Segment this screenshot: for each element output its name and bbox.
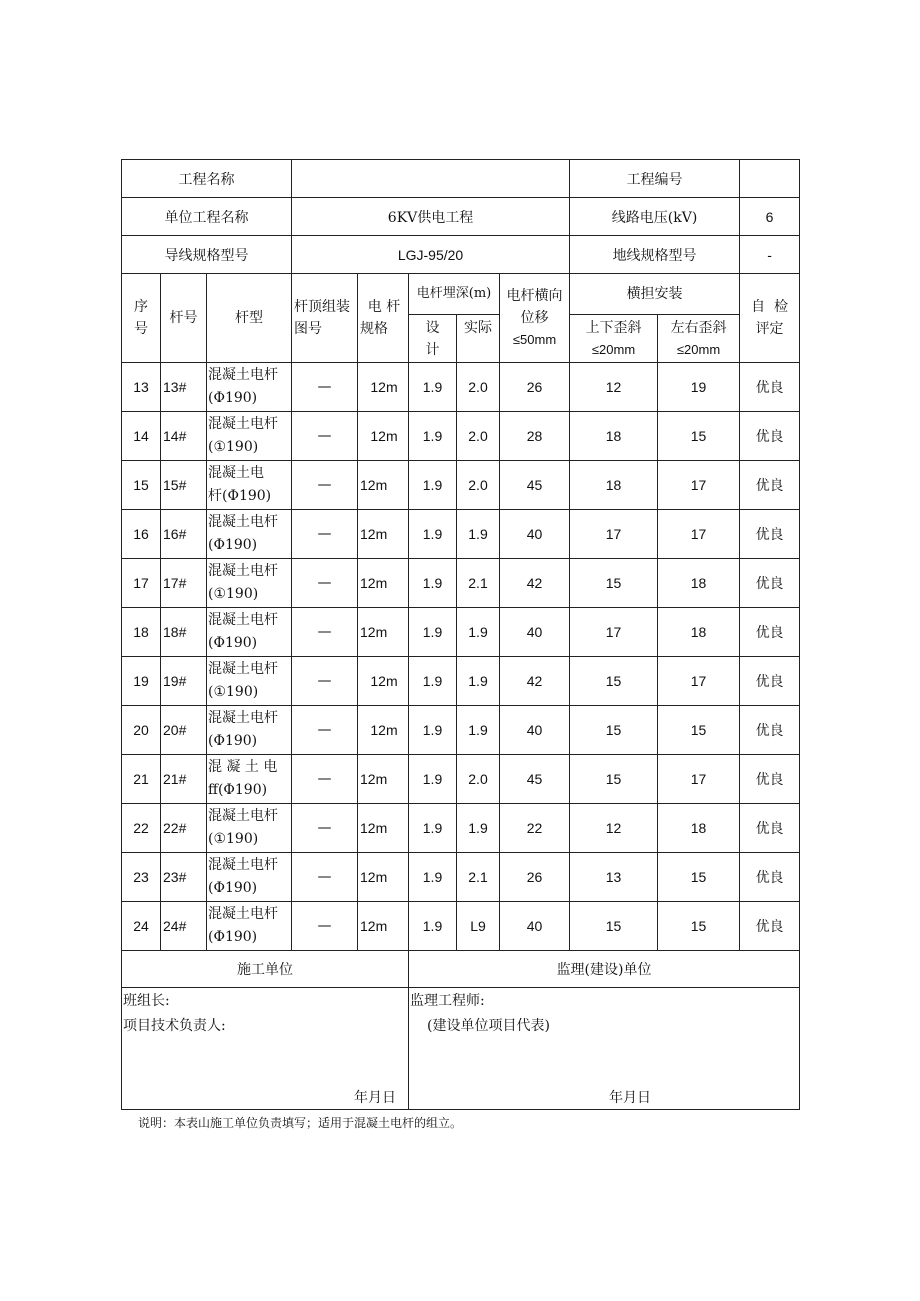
header-updown-line2: ≤20mm (591, 341, 636, 357)
row-leftright: 18 (658, 559, 740, 608)
row-pole-type-line1: 混凝土电 (208, 465, 264, 481)
row-pole-type-line2: 杆(Φ190) (208, 488, 272, 504)
row-pole-type-line1: 混凝土电杆 (208, 661, 278, 677)
row-pole-no: 22# (161, 804, 207, 853)
row-pole-spec: 12m (358, 363, 409, 412)
pole-erection-table (121, 159, 800, 1110)
row-seq: 19 (122, 657, 161, 706)
row-updown: 18 (570, 412, 658, 461)
row-depth-actual: 2.0 (457, 461, 500, 510)
row-pole-spec: 12m (358, 657, 409, 706)
row-pole-spec: 12m (358, 608, 409, 657)
row-pole-type (207, 853, 292, 902)
header-depth-design-line2: 计 (425, 341, 440, 358)
row-pole-spec: 12m (358, 559, 409, 608)
ground-wire-label: 地线规格型号 (570, 236, 740, 274)
row-offset: 22 (500, 804, 570, 853)
row-updown: 15 (570, 657, 658, 706)
row-pole-type-line1: 混凝土电杆 (208, 416, 278, 432)
header-offset-line1: 电杆横向 (506, 288, 563, 304)
header-self-check (740, 274, 800, 363)
row-pole-spec: 12m (358, 755, 409, 804)
table-row (122, 461, 800, 510)
row-pole-type-line2: (①190) (208, 684, 259, 700)
row-depth-actual: 2.0 (457, 755, 500, 804)
row-offset: 40 (500, 510, 570, 559)
row-pole-type-line2: (Φ190) (208, 929, 258, 945)
row-pole-type-line2: (①190) (208, 439, 259, 455)
header-pole-spec-line1: 电 杆 (367, 299, 401, 315)
row-pole-type-line2: (Φ190) (208, 390, 258, 406)
table-row (122, 853, 800, 902)
row-depth-design: 1.9 (409, 363, 457, 412)
row-grade: 优良 (740, 559, 800, 608)
row-depth-design: 1.9 (409, 804, 457, 853)
row-grade: 优良 (740, 608, 800, 657)
row-top-assembly: — (292, 510, 358, 559)
table-body (122, 363, 800, 951)
ground-wire-value: - (740, 236, 800, 274)
header-depth-actual: 实际 (457, 315, 500, 363)
row-seq: 21 (122, 755, 161, 804)
header-offset-line2: 位移 (520, 310, 549, 326)
construction-unit-label: 施工单位 (122, 951, 409, 988)
header-leftright-line1: 左右歪斜 (670, 319, 727, 336)
header-crossarm: 横担安装 (570, 274, 740, 315)
row-pole-no: 14# (161, 412, 207, 461)
header-depth: 电杆埋深(m) (409, 274, 500, 315)
row-grade: 优良 (740, 461, 800, 510)
row-pole-type (207, 902, 292, 951)
row-offset: 26 (500, 363, 570, 412)
row-pole-no: 21# (161, 755, 207, 804)
row-updown: 13 (570, 853, 658, 902)
row-top-assembly: — (292, 608, 358, 657)
row-seq: 18 (122, 608, 161, 657)
row-pole-type (207, 510, 292, 559)
row-pole-type-line1: 混凝土电杆 (208, 906, 278, 922)
row-updown: 17 (570, 608, 658, 657)
row-leftright: 17 (658, 755, 740, 804)
row-top-assembly: — (292, 755, 358, 804)
row-pole-type (207, 804, 292, 853)
header-seq-text: 序号 (134, 299, 148, 337)
row-pole-no: 24# (161, 902, 207, 951)
row-leftright: 18 (658, 608, 740, 657)
conductor-value: LGJ-95/20 (292, 236, 570, 274)
row-depth-actual: 2.1 (457, 853, 500, 902)
supervision-unit-label: 监理(建设)单位 (409, 951, 800, 988)
row-depth-design: 1.9 (409, 559, 457, 608)
row-seq: 24 (122, 902, 161, 951)
row-top-assembly: — (292, 363, 358, 412)
row-depth-actual: 2.1 (457, 559, 500, 608)
row-pole-no: 13# (161, 363, 207, 412)
row-pole-type-line1: 混凝土电杆 (208, 612, 278, 628)
header-pole-spec-line2: 规格 (360, 321, 388, 337)
row-depth-design: 1.9 (409, 657, 457, 706)
table-row (122, 902, 800, 951)
row-pole-type-line2: (①190) (208, 831, 259, 847)
header-depth-design (409, 315, 457, 363)
row-pole-type (207, 412, 292, 461)
row-leftright: 18 (658, 804, 740, 853)
project-no-value (740, 160, 800, 198)
row-seq: 22 (122, 804, 161, 853)
row-depth-actual: 2.0 (457, 412, 500, 461)
table-row (122, 755, 800, 804)
construction-date: 年月日 (354, 1090, 396, 1106)
header-pole-type: 杆型 (207, 274, 292, 363)
row-pole-spec: 12m (358, 853, 409, 902)
row-pole-no: 15# (161, 461, 207, 510)
tech-lead-label: 项目技术负责人: (123, 1018, 226, 1034)
row-updown: 12 (570, 363, 658, 412)
row-offset: 42 (500, 559, 570, 608)
team-leader-label: 班组长: (123, 993, 170, 1009)
row-pole-spec: 12m (358, 412, 409, 461)
header-self-check-line2: 评定 (755, 321, 784, 337)
row-pole-type-line2: (Φ190) (208, 733, 258, 749)
row-leftright: 15 (658, 706, 740, 755)
voltage-value: 6 (740, 198, 800, 236)
row-pole-type-line1: 混凝土电杆 (208, 857, 278, 873)
row-pole-type-line2: (Φ190) (208, 635, 258, 651)
row-updown: 15 (570, 559, 658, 608)
row-pole-spec: 12m (358, 706, 409, 755)
row-depth-actual: 1.9 (457, 804, 500, 853)
row-seq: 16 (122, 510, 161, 559)
row-grade: 优良 (740, 902, 800, 951)
row-pole-type-line1: 混凝土电杆 (208, 563, 278, 579)
header-updown (570, 315, 658, 363)
row-offset: 45 (500, 755, 570, 804)
row-depth-design: 1.9 (409, 853, 457, 902)
row-pole-spec: 12m (358, 902, 409, 951)
row-top-assembly: — (292, 559, 358, 608)
row-leftright: 15 (658, 902, 740, 951)
header-offset (500, 274, 570, 363)
table-header (122, 274, 800, 363)
row-depth-design: 1.9 (409, 902, 457, 951)
conductor-label: 导线规格型号 (122, 236, 292, 274)
row-grade: 优良 (740, 412, 800, 461)
row-pole-type-line1: 混凝土电杆 (208, 514, 278, 530)
row-grade: 优良 (740, 657, 800, 706)
table-row (122, 657, 800, 706)
header-self-check-line1: 自 检 (751, 299, 789, 315)
row-seq: 14 (122, 412, 161, 461)
row-leftright: 17 (658, 461, 740, 510)
row-pole-type-line2: (Φ190) (208, 537, 258, 553)
row-depth-actual: L9 (457, 902, 500, 951)
row-pole-spec: 12m (358, 804, 409, 853)
header-leftright-line2: ≤20mm (676, 341, 721, 357)
voltage-label: 线路电压(kV) (570, 198, 740, 236)
row-pole-type-line2: (Φ190) (208, 880, 258, 896)
row-pole-no: 23# (161, 853, 207, 902)
header-updown-line1: 上下歪斜 (585, 319, 642, 336)
row-pole-type-line1: 混凝土电杆 (208, 710, 278, 726)
unit-project-value: 6KV供电工程 (292, 198, 570, 236)
row-updown: 12 (570, 804, 658, 853)
row-leftright: 19 (658, 363, 740, 412)
row-leftright: 17 (658, 510, 740, 559)
row-leftright: 15 (658, 853, 740, 902)
row-updown: 15 (570, 706, 658, 755)
row-offset: 40 (500, 608, 570, 657)
table-row (122, 608, 800, 657)
row-pole-spec: 12m (358, 510, 409, 559)
row-depth-actual: 1.9 (457, 510, 500, 559)
header-top-assembly-line1: 杆顶组装 (294, 299, 350, 315)
supervision-date: 年月日 (609, 1090, 651, 1106)
row-top-assembly: — (292, 853, 358, 902)
row-offset: 42 (500, 657, 570, 706)
row-pole-no: 16# (161, 510, 207, 559)
row-top-assembly: — (292, 412, 358, 461)
construction-sign-cell (122, 988, 409, 1110)
row-updown: 17 (570, 510, 658, 559)
row-top-assembly: — (292, 461, 358, 510)
footnote: 说明：本表山施工单位负责填写；适用于混凝土电杆的组立。 (138, 1116, 463, 1130)
row-pole-type-line2: (①190) (208, 586, 259, 602)
row-top-assembly: — (292, 657, 358, 706)
supervision-sign-cell (409, 988, 800, 1110)
header-top-assembly (292, 274, 358, 363)
row-updown: 15 (570, 755, 658, 804)
row-pole-type (207, 657, 292, 706)
table-row (122, 706, 800, 755)
row-leftright: 15 (658, 412, 740, 461)
table-row (122, 363, 800, 412)
row-top-assembly: — (292, 902, 358, 951)
row-pole-type (207, 363, 292, 412)
row-depth-design: 1.9 (409, 608, 457, 657)
row-pole-type-line2: ff(Φ190) (208, 782, 268, 798)
row-depth-actual: 2.0 (457, 363, 500, 412)
header-depth-design-line1: 设 (425, 319, 440, 336)
row-depth-design: 1.9 (409, 706, 457, 755)
header-seq (122, 274, 161, 363)
row-offset: 45 (500, 461, 570, 510)
sign-off (122, 951, 800, 1110)
table-row (122, 510, 800, 559)
row-pole-no: 20# (161, 706, 207, 755)
row-grade: 优良 (740, 853, 800, 902)
row-leftright: 17 (658, 657, 740, 706)
header-pole-spec (358, 274, 409, 363)
row-seq: 15 (122, 461, 161, 510)
supervisor-label: 监理工程师: (410, 993, 485, 1009)
header-offset-line3: ≤50mm (512, 332, 557, 347)
inspection-form (121, 159, 799, 1110)
row-depth-design: 1.9 (409, 755, 457, 804)
row-updown: 15 (570, 902, 658, 951)
row-top-assembly: — (292, 804, 358, 853)
row-depth-actual: 1.9 (457, 608, 500, 657)
row-pole-type (207, 755, 292, 804)
row-seq: 20 (122, 706, 161, 755)
project-no-label: 工程编号 (570, 160, 740, 198)
row-pole-type (207, 559, 292, 608)
row-pole-type-line1: 混凝土电杆 (208, 808, 278, 824)
row-grade: 优良 (740, 510, 800, 559)
row-grade: 优良 (740, 755, 800, 804)
row-grade: 优良 (740, 706, 800, 755)
row-seq: 13 (122, 363, 161, 412)
row-pole-type (207, 706, 292, 755)
row-depth-design: 1.9 (409, 510, 457, 559)
header-top-assembly-line2: 图号 (294, 321, 322, 337)
row-pole-type (207, 608, 292, 657)
row-pole-no: 18# (161, 608, 207, 657)
table-row (122, 412, 800, 461)
row-top-assembly: — (292, 706, 358, 755)
row-pole-type-line1: 混凝土电杆 (208, 367, 278, 383)
row-pole-no: 19# (161, 657, 207, 706)
row-offset: 40 (500, 706, 570, 755)
owner-rep-label: (建设单位项目代表) (427, 1018, 550, 1034)
row-offset: 26 (500, 853, 570, 902)
project-info (122, 160, 800, 274)
row-pole-type-line1: 混 凝 土 电 (208, 759, 278, 775)
row-depth-actual: 1.9 (457, 657, 500, 706)
row-depth-actual: 1.9 (457, 706, 500, 755)
unit-project-label: 单位工程名称 (122, 198, 292, 236)
row-grade: 优良 (740, 363, 800, 412)
row-pole-spec: 12m (358, 461, 409, 510)
row-grade: 优良 (740, 804, 800, 853)
table-row (122, 559, 800, 608)
row-updown: 18 (570, 461, 658, 510)
row-depth-design: 1.9 (409, 412, 457, 461)
header-pole-no: 杆号 (161, 274, 207, 363)
table-row (122, 804, 800, 853)
row-pole-type (207, 461, 292, 510)
row-pole-no: 17# (161, 559, 207, 608)
header-leftright (658, 315, 740, 363)
project-name-label: 工程名称 (122, 160, 292, 198)
row-offset: 40 (500, 902, 570, 951)
row-depth-design: 1.9 (409, 461, 457, 510)
row-seq: 17 (122, 559, 161, 608)
row-offset: 28 (500, 412, 570, 461)
row-seq: 23 (122, 853, 161, 902)
project-name-value (292, 160, 570, 198)
